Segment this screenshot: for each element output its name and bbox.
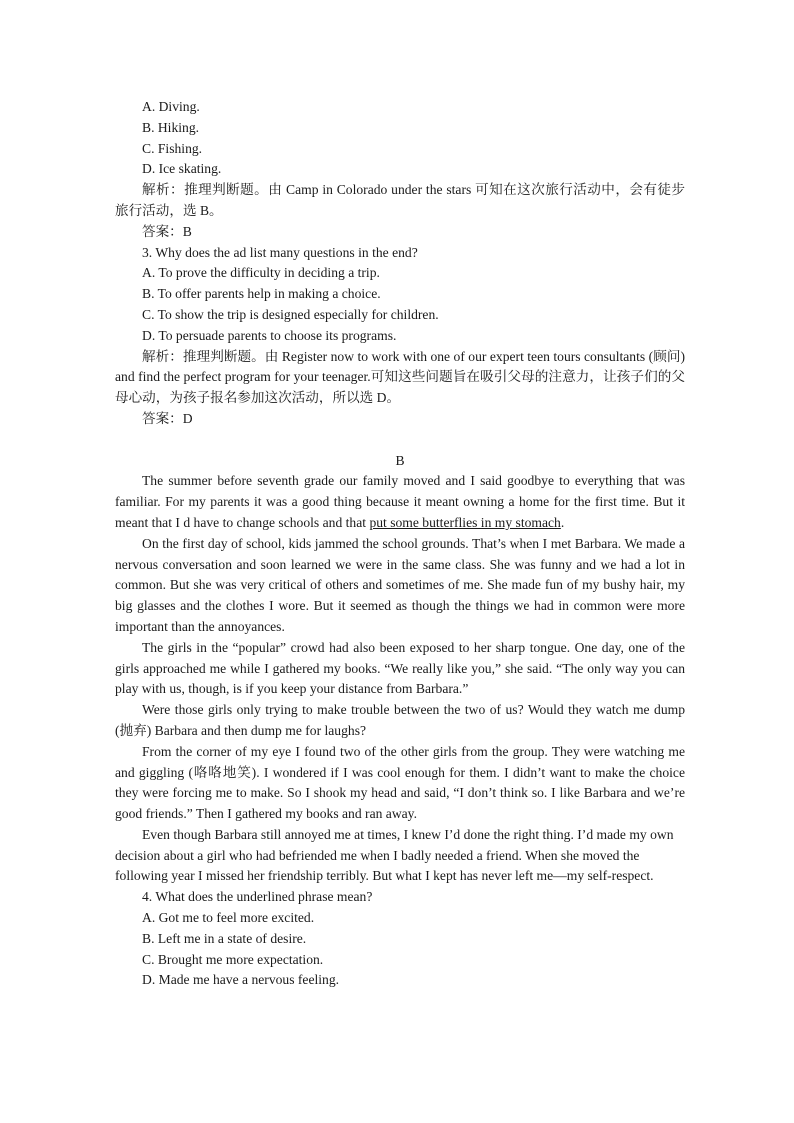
q4-option-b: B. Left me in a state of desire. [142, 930, 307, 946]
q2-analysis: 解析：推理判断题。由 Camp in Colorado under the stars 可知在这次旅行活动中，会有徒步旅行活动，选 B。 [115, 182, 685, 218]
q3-question: 3. Why does the ad list many questions in the end? [142, 244, 418, 260]
passage-paragraph-4: Were those girls only trying to make trouble between the two of us? Would they watch me dump (抛弃) Barbara and then dump me for laughs? [115, 702, 685, 738]
q3-option-c: C. To show the trip is designed especially for children. [142, 306, 439, 322]
passage-heading: B [395, 452, 405, 468]
passage-paragraph-6: Even though Barbara still annoyed me at times, I knew I’d done the right thing. I’d made my own decision about a girl who had befriended me when I badly needed a friend. When she moved the following year I missed her friendship terribly. But what I kept has never left me—my self-respect. [115, 826, 674, 884]
p1-text: The summer before seventh grade our family moved and I said goodbye to everything that was familiar. For my parents it was a good thing because it meant owning a home for the first time. But it meant that I d have to change schools and that [115, 473, 685, 530]
q4-option-a: A. Got me to feel more excited. [142, 910, 315, 926]
passage-paragraph-5: From the corner of my eye I found two of the other girls from the group. They were watching me and giggling (咯咯地笑). I wondered if I was cool enough for them. I didn’t want to make the choice they were forcing me to make. So I shook my head and said, “I don’t think so. I like Barbara and we’re good friends.” Then I gathered my books and ran away. [115, 743, 685, 822]
p1-end: . [560, 514, 565, 530]
document-page [115, 97, 685, 991]
passage-paragraph-3: The girls in the “popular” crowd had also been exposed to her sharp tongue. One day, one of the girls approached me while I gathered my books. “We really like you,” she said. “The only way you can play with us, though, is if you keep your distance from Barbara.” [115, 639, 685, 697]
q2-answer: 答案：B [142, 223, 192, 239]
q4-option-d: D. Made me have a nervous feeling. [142, 972, 340, 988]
underlined-phrase: put some butterflies in my stomach [369, 514, 561, 530]
q2-option-b: B. Hiking. [142, 119, 200, 135]
q2-option-d: D. Ice skating. [142, 161, 222, 177]
q2-option-a: A. Diving. [142, 99, 200, 114]
q3-option-a: A. To prove the difficulty in deciding a trip. [142, 265, 380, 281]
q3-answer: 答案：D [142, 410, 193, 426]
q3-option-d: D. To persuade parents to choose its programs. [142, 327, 397, 343]
passage-paragraph-2: On the first day of school, kids jammed the school grounds. That’s when I met Barbara. We made a nervous conversation and soon learned we were in the same class. She was funny and we had a lot in common. But she was very critical of others and sometimes of me. She made fun of my bushy hair, my big glasses and the clothes I wore. But it seemed as though the things we had in common were more important than the annoyances. [115, 535, 685, 634]
q2-option-c: C. Fishing. [142, 140, 203, 156]
passage-paragraph-1 [115, 471, 685, 533]
q3-option-b: B. To offer parents help in making a choice. [142, 286, 381, 302]
q4-option-c: C. Brought me more expectation. [142, 951, 324, 967]
q3-analysis: 解析：推理判断题。由 Register now to work with one of our expert teen tours consultants (顾问) and find the perfect program for your teenager.可知这些问题旨在吸引父母的注意力，让孩子们的父母心动，为孩子报名参加这次活动，所以选 D。 [115, 348, 685, 406]
q4-question: 4. What does the underlined phrase mean? [142, 889, 373, 905]
